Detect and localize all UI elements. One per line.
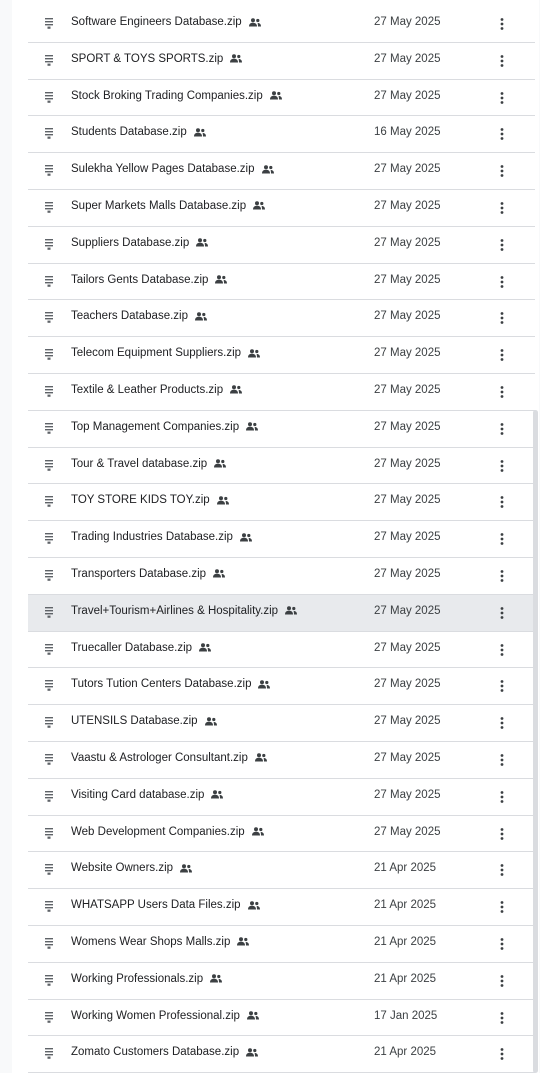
file-row[interactable] (28, 190, 535, 227)
shared-people-icon (285, 606, 297, 615)
shared-people-icon (258, 680, 270, 689)
file-list-panel (12, 0, 539, 1073)
modified-date: 27 May 2025 (374, 420, 441, 433)
file-name: Students Database.zip (71, 126, 187, 139)
more-vertical-icon[interactable] (497, 495, 507, 509)
modified-date: 21 Apr 2025 (374, 862, 437, 875)
more-vertical-icon[interactable] (497, 606, 507, 620)
modified-date: 27 May 2025 (374, 567, 441, 580)
modified-date: 27 May 2025 (374, 163, 441, 176)
zip-file-icon (45, 386, 53, 397)
file-row[interactable] (28, 558, 535, 595)
zip-file-icon (45, 55, 53, 66)
modified-date: 27 May 2025 (374, 641, 441, 654)
file-name-cell (71, 973, 222, 985)
modified-date: 27 May 2025 (374, 236, 441, 249)
more-vertical-icon[interactable] (497, 17, 507, 31)
zip-file-icon (45, 938, 53, 949)
zip-file-icon (45, 901, 53, 912)
file-name: Womens Wear Shops Malls.zip (71, 935, 231, 948)
file-row[interactable] (28, 337, 535, 374)
shared-people-icon (210, 974, 222, 983)
file-name-cell (71, 53, 242, 65)
file-row[interactable] (28, 816, 535, 853)
file-row[interactable] (28, 43, 535, 80)
modified-date: 27 May 2025 (374, 16, 441, 28)
file-name: Visiting Card database.zip (71, 788, 205, 801)
file-name-cell (71, 899, 260, 911)
modified-date: 27 May 2025 (374, 788, 441, 801)
more-vertical-icon[interactable] (497, 54, 507, 68)
shared-people-icon (217, 496, 229, 505)
shared-people-icon (246, 1048, 258, 1057)
shared-people-icon (248, 901, 260, 910)
file-row[interactable] (28, 80, 535, 117)
file-name-cell (71, 200, 265, 212)
zip-file-icon (45, 680, 53, 691)
file-name: Zomato Customers Database.zip (71, 1046, 240, 1059)
file-row[interactable] (28, 779, 535, 816)
zip-file-icon (45, 644, 53, 655)
file-name-cell (71, 384, 242, 396)
zip-file-icon (45, 864, 53, 875)
file-row[interactable] (28, 632, 535, 669)
file-row[interactable] (28, 411, 535, 448)
file-name-cell (71, 494, 229, 506)
file-row[interactable] (28, 153, 535, 190)
shared-people-icon (215, 275, 227, 284)
modified-date: 27 May 2025 (374, 531, 441, 544)
more-vertical-icon[interactable] (497, 422, 507, 436)
zip-file-icon (45, 460, 53, 471)
file-name: Software Engineers Database.zip (71, 16, 242, 28)
zip-file-icon (45, 975, 53, 986)
file-row[interactable] (28, 116, 535, 153)
file-name: Web Development Companies.zip (71, 825, 245, 838)
zip-file-icon (45, 423, 53, 434)
zip-file-icon (45, 349, 53, 360)
zip-file-icon (45, 828, 53, 839)
more-vertical-icon[interactable] (497, 348, 507, 362)
file-row[interactable] (28, 300, 535, 337)
modified-date: 27 May 2025 (374, 310, 441, 323)
modified-date: 27 May 2025 (374, 825, 441, 838)
file-row[interactable] (28, 521, 535, 558)
shared-people-icon (196, 238, 208, 247)
zip-file-icon (45, 791, 53, 802)
shared-people-icon (195, 312, 207, 321)
file-row[interactable] (28, 705, 535, 742)
more-vertical-icon[interactable] (497, 311, 507, 325)
file-name-cell (71, 752, 267, 764)
shared-people-icon (270, 91, 282, 100)
file-row[interactable] (28, 852, 535, 889)
file-name-cell (71, 458, 226, 470)
file-name: Trading Industries Database.zip (71, 531, 233, 544)
file-name-cell (71, 274, 227, 286)
file-row[interactable] (28, 889, 535, 926)
file-name: Tour & Travel database.zip (71, 457, 208, 470)
modified-date: 21 Apr 2025 (374, 1046, 437, 1059)
more-vertical-icon[interactable] (497, 385, 507, 399)
file-name: Sulekha Yellow Pages Database.zip (71, 163, 255, 176)
file-name: Telecom Equipment Suppliers.zip (71, 347, 242, 360)
file-name: Top Management Companies.zip (71, 420, 240, 433)
modified-date: 21 Apr 2025 (374, 935, 437, 948)
zip-file-icon (45, 239, 53, 250)
more-vertical-icon[interactable] (497, 532, 507, 546)
file-name: Textile & Leather Products.zip (71, 383, 224, 396)
more-vertical-icon[interactable] (497, 164, 507, 178)
file-name-cell (71, 826, 264, 838)
modified-date: 27 May 2025 (374, 383, 441, 396)
vertical-scrollbar[interactable] (533, 410, 538, 1073)
modified-date: 27 May 2025 (374, 273, 441, 286)
shared-people-icon (255, 753, 267, 762)
file-row[interactable] (28, 6, 535, 43)
more-vertical-icon[interactable] (497, 716, 507, 730)
modified-date: 27 May 2025 (374, 199, 441, 212)
more-vertical-icon[interactable] (497, 1047, 507, 1061)
file-name-cell (71, 936, 249, 948)
modified-date: 27 May 2025 (374, 52, 441, 65)
more-vertical-icon[interactable] (497, 1011, 507, 1025)
file-name-cell (71, 568, 225, 580)
file-row[interactable] (28, 448, 535, 485)
zip-file-icon (45, 92, 53, 103)
file-name: Website Owners.zip (71, 862, 174, 875)
shared-people-icon (246, 422, 258, 431)
more-vertical-icon[interactable] (497, 863, 507, 877)
file-row[interactable] (28, 374, 535, 411)
zip-file-icon (45, 717, 53, 728)
file-name-cell (71, 16, 261, 28)
file-name: Transporters Database.zip (71, 567, 207, 580)
modified-date: 27 May 2025 (374, 494, 441, 507)
file-name: TOY STORE KIDS TOY.zip (71, 494, 210, 507)
modified-date: 27 May 2025 (374, 751, 441, 764)
shared-people-icon (211, 790, 223, 799)
modified-date: 21 Apr 2025 (374, 972, 437, 985)
shared-people-icon (205, 717, 217, 726)
more-vertical-icon[interactable] (497, 91, 507, 105)
file-name-cell (71, 347, 260, 359)
more-vertical-icon[interactable] (497, 127, 507, 141)
file-row[interactable] (28, 1000, 535, 1037)
file-name-cell (71, 715, 217, 727)
more-vertical-icon[interactable] (497, 753, 507, 767)
file-name-cell (71, 678, 270, 690)
modified-date: 27 May 2025 (374, 604, 441, 617)
zip-file-icon (45, 607, 53, 618)
zip-file-icon (45, 570, 53, 581)
more-vertical-icon[interactable] (497, 643, 507, 657)
modified-date: 27 May 2025 (374, 678, 441, 691)
file-row[interactable] (28, 484, 535, 521)
zip-file-icon (45, 165, 53, 176)
file-name-cell (71, 126, 206, 138)
file-name: Vaastu & Astrologer Consultant.zip (71, 751, 248, 764)
modified-date: 27 May 2025 (374, 89, 441, 102)
shared-people-icon (194, 128, 206, 137)
file-name-cell (71, 237, 208, 249)
file-name: Working Professionals.zip (71, 972, 204, 985)
file-name: UTENSILS Database.zip (71, 715, 198, 728)
zip-file-icon (45, 1012, 53, 1023)
file-name: Stock Broking Trading Companies.zip (71, 89, 263, 102)
file-name: Tailors Gents Database.zip (71, 273, 209, 286)
file-list (28, 6, 535, 1073)
file-row[interactable] (28, 595, 535, 632)
zip-file-icon (45, 496, 53, 507)
shared-people-icon (252, 827, 264, 836)
shared-people-icon (230, 385, 242, 394)
shared-people-icon (240, 533, 252, 542)
shared-people-icon (262, 165, 274, 174)
file-name-cell (71, 789, 223, 801)
file-name: Travel+Tourism+Airlines & Hospitality.zip (71, 604, 279, 617)
file-name-cell (71, 310, 207, 322)
shared-people-icon (248, 349, 260, 358)
file-name: Super Markets Malls Database.zip (71, 199, 247, 212)
file-row[interactable] (28, 963, 535, 1000)
file-row[interactable] (28, 668, 535, 705)
more-vertical-icon[interactable] (497, 790, 507, 804)
zip-file-icon (45, 533, 53, 544)
modified-date: 21 Apr 2025 (374, 899, 437, 912)
more-vertical-icon[interactable] (497, 459, 507, 473)
file-row[interactable] (28, 926, 535, 963)
zip-file-icon (45, 754, 53, 765)
modified-date: 27 May 2025 (374, 347, 441, 360)
zip-file-icon (45, 1048, 53, 1059)
modified-date: 16 May 2025 (374, 126, 441, 139)
file-name-cell (71, 163, 274, 175)
shared-people-icon (214, 459, 226, 468)
more-vertical-icon[interactable] (497, 275, 507, 289)
more-vertical-icon[interactable] (497, 937, 507, 951)
file-name-cell (71, 90, 282, 102)
modified-date: 17 Jan 2025 (374, 1009, 438, 1022)
more-vertical-icon[interactable] (497, 679, 507, 693)
shared-people-icon (180, 864, 192, 873)
file-name-cell (71, 531, 252, 543)
file-name: Working Women Professional.zip (71, 1009, 240, 1022)
zip-file-icon (45, 202, 53, 213)
file-name-cell (71, 421, 258, 433)
file-row[interactable] (28, 1036, 535, 1073)
shared-people-icon (199, 643, 211, 652)
zip-file-icon (45, 18, 53, 29)
zip-file-icon (45, 312, 53, 323)
zip-file-icon (45, 128, 53, 139)
file-name: Tutors Tution Centers Database.zip (71, 678, 252, 691)
modified-date: 27 May 2025 (374, 715, 441, 728)
file-name: SPORT & TOYS SPORTS.zip (71, 52, 224, 65)
file-row[interactable] (28, 264, 535, 301)
more-vertical-icon[interactable] (497, 201, 507, 215)
file-name-cell (71, 862, 192, 874)
file-name: Truecaller Database.zip (71, 641, 193, 654)
shared-people-icon (237, 937, 249, 946)
file-name-cell (71, 1046, 258, 1058)
more-vertical-icon[interactable] (497, 900, 507, 914)
file-name: WHATSAPP Users Data Files.zip (71, 899, 241, 912)
file-name: Suppliers Database.zip (71, 236, 190, 249)
modified-date: 27 May 2025 (374, 457, 441, 470)
zip-file-icon (45, 276, 53, 287)
shared-people-icon (213, 569, 225, 578)
more-vertical-icon[interactable] (497, 974, 507, 988)
more-vertical-icon[interactable] (497, 238, 507, 252)
more-vertical-icon[interactable] (497, 569, 507, 583)
file-name-cell (71, 642, 211, 654)
shared-people-icon (253, 201, 265, 210)
file-row[interactable] (28, 227, 535, 264)
file-row[interactable] (28, 742, 535, 779)
file-name-cell (71, 605, 297, 617)
shared-people-icon (230, 54, 242, 63)
file-name: Teachers Database.zip (71, 310, 188, 323)
more-vertical-icon[interactable] (497, 827, 507, 841)
file-name-cell (71, 1010, 259, 1022)
shared-people-icon (249, 18, 261, 27)
shared-people-icon (247, 1011, 259, 1020)
